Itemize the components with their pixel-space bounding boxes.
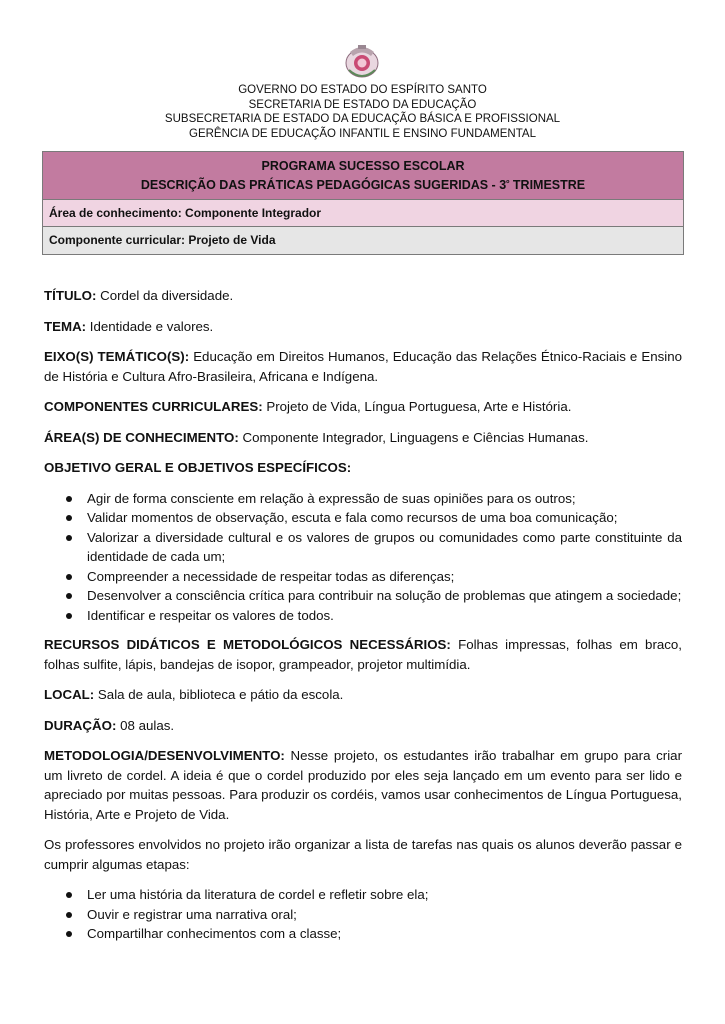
objetivos-heading: OBJETIVO GERAL E OBJETIVOS ESPECÍFICOS: bbox=[44, 460, 352, 475]
bullet-icon bbox=[66, 912, 72, 918]
header-line-governo: GOVERNO DO ESTADO DO ESPÍRITO SANTO bbox=[238, 84, 487, 96]
bullet-icon bbox=[66, 574, 72, 580]
recursos-paragraph: RECURSOS DIDÁTICOS E METODOLÓGICOS NECESSÁRIOS: Folhas impressas, folhas em braco, folhas sulfite, lápis, bandejas de isopor, grampeador, projetor multimídia. bbox=[44, 637, 683, 672]
list-item: Desenvolver a consciência crítica para contribuir na solução de problemas que atingem a sociedade; bbox=[44, 586, 682, 606]
list-item: Identificar e respeitar os valores de todos. bbox=[44, 606, 682, 626]
coat-of-arms-icon bbox=[341, 40, 383, 82]
area-conhecimento-row: Área de conhecimento: Componente Integrador bbox=[43, 200, 683, 227]
professores-paragraph: Os professores envolvidos no projeto irão organizar a lista de tarefas nas quais os alunos deverão passar e cumprir algumas etapas: bbox=[44, 837, 682, 872]
bullet-icon bbox=[66, 515, 72, 521]
header-line-subsecretaria: SUBSECRETARIA DE ESTADO DA EDUCAÇÃO BÁSICA E PROFISSIONAL bbox=[164, 113, 561, 125]
local-paragraph: LOCAL: Sala de aula, biblioteca e pátio da escola. bbox=[44, 687, 344, 702]
program-name: PROGRAMA SUCESSO ESCOLAR bbox=[261, 159, 465, 173]
list-item: Ler uma história da literatura de cordel e refletir sobre ela; bbox=[44, 885, 682, 905]
bullet-icon bbox=[66, 593, 72, 599]
areas-conhecimento-paragraph: ÁREA(S) DE CONHECIMENTO: Componente Integrador, Linguagens e Ciências Humanas. bbox=[44, 429, 589, 445]
list-item: Valorizar a diversidade cultural e os valores de grupos ou comunidades como parte constituinte da identidade de cada um; bbox=[44, 528, 682, 567]
componente-curricular-row: Componente curricular: Projeto de Vida bbox=[43, 227, 683, 254]
document-body bbox=[44, 286, 682, 954]
eixo-tematico-paragraph: EIXO(S) TEMÁTICO(S): Educação em Direitos Humanos, Educação das Relações Étnico-Raciais e Ensino de História e Cultura Afro-Brasileira, Africana e Indígena. bbox=[44, 349, 682, 384]
bullet-icon bbox=[66, 613, 72, 619]
list-item: Agir de forma consciente em relação à expressão de suas opiniões para os outros; bbox=[44, 489, 682, 509]
list-item: Validar momentos de observação, escuta e fala como recursos de uma boa comunicação; bbox=[44, 508, 682, 528]
header-line-secretaria: SECRETARIA DE ESTADO DA EDUCAÇÃO bbox=[248, 98, 477, 111]
bullet-icon bbox=[66, 496, 72, 502]
list-item: Compartilhar conhecimentos com a classe; bbox=[44, 924, 682, 944]
program-info-table bbox=[42, 151, 684, 255]
bullet-icon bbox=[66, 931, 72, 937]
bullet-icon bbox=[66, 535, 72, 541]
header-line-gerencia: GERÊNCIA DE EDUCAÇÃO INFANTIL E ENSINO FUNDAMENTAL bbox=[189, 127, 536, 140]
etapas-list bbox=[44, 885, 682, 944]
program-title bbox=[43, 152, 683, 200]
list-item: Ouvir e registrar uma narrativa oral; bbox=[44, 905, 682, 925]
government-header bbox=[0, 83, 725, 141]
tema-paragraph: TEMA: Identidade e valores. bbox=[44, 318, 214, 334]
titulo-paragraph: TÍTULO: Cordel da diversidade. bbox=[44, 288, 234, 303]
duracao-paragraph: DURAÇÃO: 08 aulas. bbox=[44, 717, 175, 733]
program-subtitle: DESCRIÇÃO DAS PRÁTICAS PEDAGÓGICAS SUGERIDAS - $3^º$ TRIMESTRE bbox=[140, 178, 586, 192]
componentes-curriculares-paragraph: COMPONENTES CURRICULARES: Projeto de Vida, Língua Portuguesa, Arte e História. bbox=[44, 399, 572, 414]
bullet-icon bbox=[66, 892, 72, 898]
list-item: Compreender a necessidade de respeitar todas as diferenças; bbox=[44, 567, 682, 587]
metodologia-paragraph: METODOLOGIA/DESENVOLVIMENTO: Nesse projeto, os estudantes irão trabalhar em grupo para criar um livreto de cordel. A ideia é que o cordel produzido por eles seja lançado em um evento para ser lido e apreciado por muitas pessoas. Para produzir os cordéis, vamos usar conhecimentos de Língua Portuguesa, História, Arte e Projeto de Vida. bbox=[44, 748, 682, 822]
objetivos-list bbox=[44, 489, 682, 626]
